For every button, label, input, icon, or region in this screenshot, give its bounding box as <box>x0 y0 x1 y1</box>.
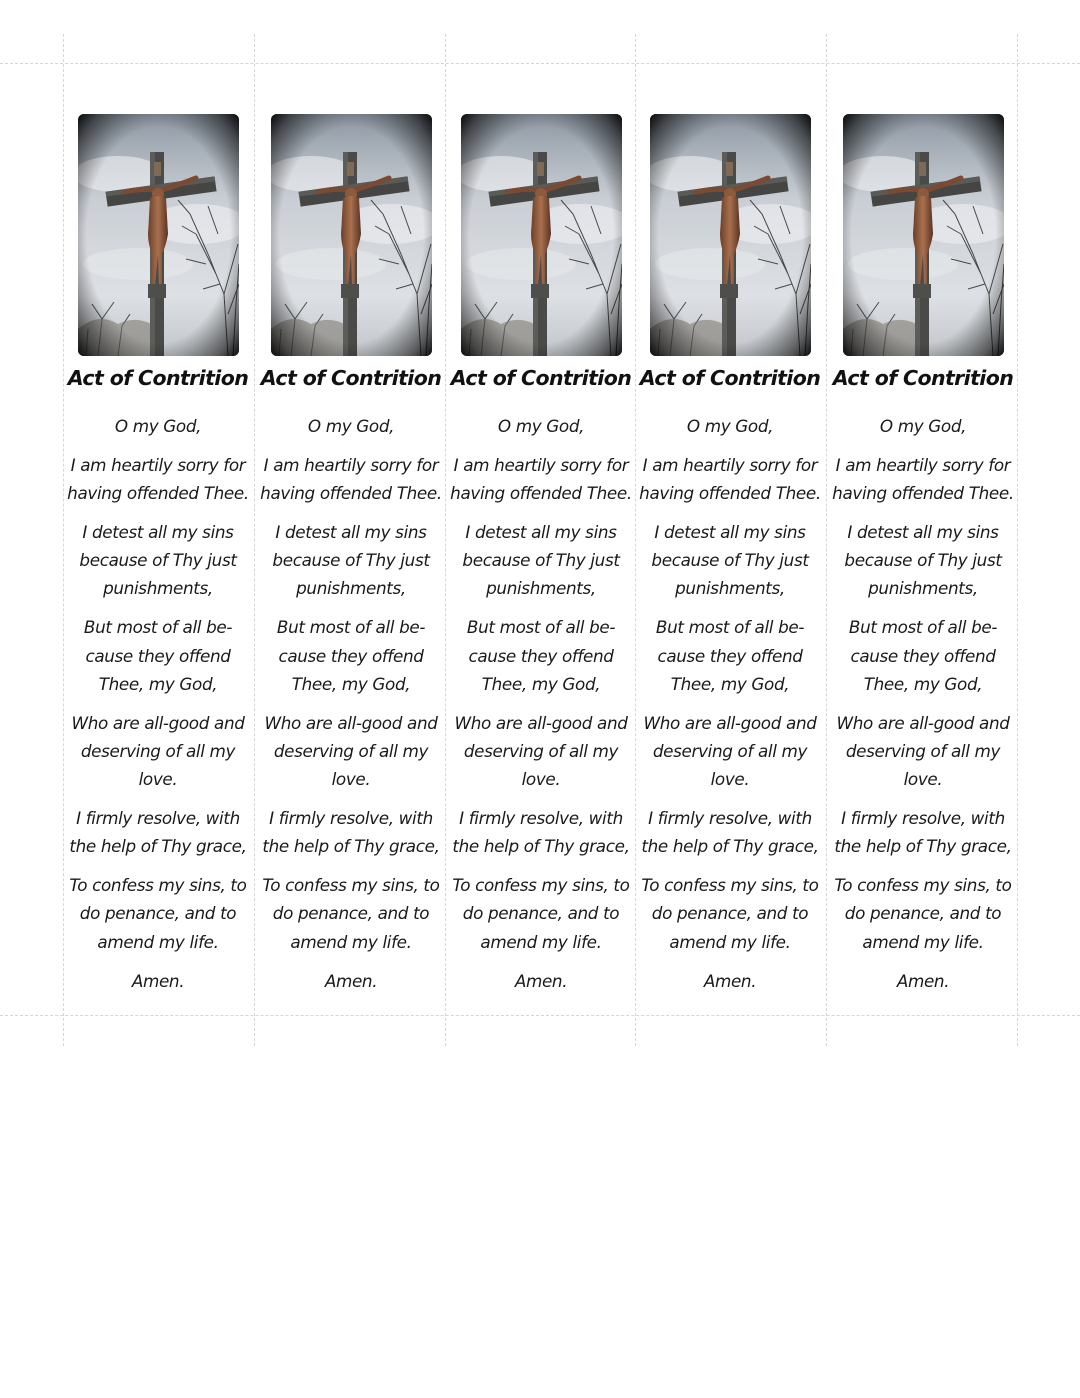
prayer-line: I detest all my sins <box>465 521 617 542</box>
prayer-line: O my God, <box>497 416 585 436</box>
prayer-line: Amen. <box>703 970 757 991</box>
prayer-line: I am heartily sorry for <box>642 454 818 475</box>
prayer-line: amend my life. <box>290 931 412 952</box>
prayer-line: deserving of all my <box>273 740 429 761</box>
prayer-line: I detest all my sins <box>847 521 999 542</box>
crucifix-photo-icon <box>78 114 239 356</box>
bookmark-title: Act of Contrition <box>639 366 821 390</box>
prayer-stanza <box>635 451 825 508</box>
prayer-line: To confess my sins, to <box>452 875 630 896</box>
cut-guide-bottom <box>0 1015 1080 1016</box>
prayer-line: deserving of all my <box>845 740 1001 761</box>
crucifix-photo-icon <box>843 114 1004 356</box>
prayer-stanza <box>446 709 636 794</box>
prayer-line: do penance, and to <box>651 903 809 924</box>
prayer-line: I detest all my sins <box>654 521 806 542</box>
prayer-line: amend my life. <box>669 931 791 952</box>
prayer-stanza <box>828 412 1018 440</box>
bookmark-title: Act of Contrition <box>67 366 249 390</box>
prayer-line: But most of all be- <box>276 617 426 638</box>
prayer-line: cause they offend <box>657 645 803 666</box>
prayer-line: I firmly resolve, with <box>76 808 240 829</box>
prayer-line: Thee, my God, <box>98 673 218 694</box>
bookmark <box>446 66 636 1014</box>
prayer-line: punishments, <box>296 578 406 599</box>
prayer-line: Who are all-good and <box>643 712 817 733</box>
prayer-line: having offended Thee. <box>639 483 821 504</box>
prayer-line: Amen. <box>896 970 950 991</box>
prayer-stanza <box>635 613 825 698</box>
prayer-stanza <box>256 518 446 603</box>
prayer-line: I firmly resolve, with <box>648 808 812 829</box>
prayer-stanza <box>828 967 1018 995</box>
prayer-line: punishments, <box>103 578 213 599</box>
prayer-stanza <box>256 451 446 508</box>
prayer-text <box>256 412 446 1005</box>
prayer-line: punishments, <box>486 578 596 599</box>
prayer-stanza <box>63 412 253 440</box>
prayer-line: having offended Thee. <box>260 483 442 504</box>
prayer-line: But most of all be- <box>466 617 616 638</box>
prayer-line: I am heartily sorry for <box>263 454 439 475</box>
prayer-line: deserving of all my <box>80 740 236 761</box>
prayer-line: because of Thy just <box>462 550 620 571</box>
prayer-line: because of Thy just <box>79 550 237 571</box>
prayer-line: having offended Thee. <box>832 483 1014 504</box>
cut-guide-vertical <box>826 34 827 1046</box>
prayer-line: do penance, and to <box>79 903 237 924</box>
prayer-line: amend my life. <box>97 931 219 952</box>
prayer-line: I detest all my sins <box>275 521 427 542</box>
prayer-stanza <box>828 613 1018 698</box>
prayer-stanza <box>63 613 253 698</box>
prayer-stanza <box>828 518 1018 603</box>
prayer-line: Who are all-good and <box>836 712 1010 733</box>
prayer-line: But most of all be- <box>655 617 805 638</box>
prayer-line: I am heartily sorry for <box>835 454 1011 475</box>
prayer-line: deserving of all my <box>463 740 619 761</box>
prayer-line: punishments, <box>868 578 978 599</box>
prayer-line: I firmly resolve, with <box>841 808 1005 829</box>
prayer-line: the help of Thy grace, <box>452 836 630 857</box>
prayer-text <box>446 412 636 1005</box>
prayer-stanza <box>635 518 825 603</box>
prayer-line: Thee, my God, <box>863 673 983 694</box>
prayer-stanza <box>63 804 253 861</box>
prayer-line: To confess my sins, to <box>641 875 819 896</box>
bookmark <box>63 66 253 1014</box>
prayer-line: the help of Thy grace, <box>69 836 247 857</box>
prayer-line: O my God, <box>114 416 202 436</box>
cut-guide-vertical <box>254 34 255 1046</box>
crucifix-photo-icon <box>271 114 432 356</box>
prayer-stanza <box>635 412 825 440</box>
prayer-line: But most of all be- <box>83 617 233 638</box>
prayer-line: But most of all be- <box>848 617 998 638</box>
prayer-stanza <box>63 709 253 794</box>
prayer-stanza <box>256 967 446 995</box>
prayer-line: love. <box>521 769 561 790</box>
prayer-stanza <box>256 412 446 440</box>
prayer-stanza <box>828 451 1018 508</box>
prayer-stanza <box>635 804 825 861</box>
prayer-line: because of Thy just <box>651 550 809 571</box>
prayer-stanza <box>63 967 253 995</box>
prayer-line: Thee, my God, <box>481 673 601 694</box>
prayer-stanza <box>63 871 253 956</box>
prayer-text <box>635 412 825 1005</box>
cut-guide-top <box>0 63 1080 64</box>
prayer-line: love. <box>138 769 178 790</box>
prayer-stanza <box>256 804 446 861</box>
prayer-stanza <box>446 412 636 440</box>
prayer-line: To confess my sins, to <box>834 875 1012 896</box>
prayer-line: O my God, <box>879 416 967 436</box>
prayer-line: punishments, <box>675 578 785 599</box>
prayer-line: love. <box>710 769 750 790</box>
prayer-stanza <box>446 804 636 861</box>
bookmark <box>256 66 446 1014</box>
prayer-line: Amen. <box>514 970 568 991</box>
prayer-line: amend my life. <box>480 931 602 952</box>
prayer-line: cause they offend <box>85 645 231 666</box>
bookmark-title: Act of Contrition <box>832 366 1014 390</box>
prayer-line: Who are all-good and <box>71 712 245 733</box>
prayer-line: do penance, and to <box>462 903 620 924</box>
prayer-text <box>63 412 253 1005</box>
prayer-line: cause they offend <box>278 645 424 666</box>
prayer-line: because of Thy just <box>844 550 1002 571</box>
prayer-line: amend my life. <box>862 931 984 952</box>
prayer-line: the help of Thy grace, <box>641 836 819 857</box>
prayer-stanza <box>828 709 1018 794</box>
prayer-line: having offended Thee. <box>450 483 632 504</box>
prayer-line: I detest all my sins <box>82 521 234 542</box>
prayer-stanza <box>446 451 636 508</box>
prayer-line: do penance, and to <box>272 903 430 924</box>
prayer-stanza <box>256 871 446 956</box>
prayer-stanza <box>635 709 825 794</box>
prayer-stanza <box>256 613 446 698</box>
prayer-line: O my God, <box>307 416 395 436</box>
crucifix-photo-icon <box>650 114 811 356</box>
prayer-line: Who are all-good and <box>264 712 438 733</box>
prayer-line: because of Thy just <box>272 550 430 571</box>
prayer-line: Amen. <box>324 970 378 991</box>
prayer-stanza <box>446 967 636 995</box>
prayer-stanza <box>828 871 1018 956</box>
prayer-line: having offended Thee. <box>67 483 249 504</box>
prayer-line: I am heartily sorry for <box>70 454 246 475</box>
prayer-stanza <box>828 804 1018 861</box>
prayer-text <box>828 412 1018 1005</box>
prayer-stanza <box>256 709 446 794</box>
prayer-line: love. <box>903 769 943 790</box>
prayer-stanza <box>446 613 636 698</box>
prayer-line: do penance, and to <box>844 903 1002 924</box>
prayer-line: To confess my sins, to <box>69 875 247 896</box>
prayer-line: I firmly resolve, with <box>459 808 623 829</box>
prayer-stanza <box>63 518 253 603</box>
prayer-line: I firmly resolve, with <box>269 808 433 829</box>
bookmark <box>635 66 825 1014</box>
prayer-line: the help of Thy grace, <box>834 836 1012 857</box>
crucifix-photo-icon <box>461 114 622 356</box>
bookmark-title: Act of Contrition <box>260 366 442 390</box>
prayer-line: cause they offend <box>468 645 614 666</box>
prayer-stanza <box>635 871 825 956</box>
prayer-line: I am heartily sorry for <box>453 454 629 475</box>
prayer-line: the help of Thy grace, <box>262 836 440 857</box>
prayer-line: Who are all-good and <box>454 712 628 733</box>
prayer-stanza <box>635 967 825 995</box>
prayer-line: deserving of all my <box>652 740 808 761</box>
prayer-line: Thee, my God, <box>291 673 411 694</box>
bookmark-title: Act of Contrition <box>450 366 632 390</box>
prayer-line: love. <box>331 769 371 790</box>
prayer-stanza <box>63 451 253 508</box>
prayer-line: cause they offend <box>850 645 996 666</box>
bookmark <box>828 66 1018 1014</box>
prayer-line: Amen. <box>131 970 185 991</box>
prayer-line: To confess my sins, to <box>262 875 440 896</box>
prayer-line: O my God, <box>686 416 774 436</box>
prayer-stanza <box>446 518 636 603</box>
prayer-line: Thee, my God, <box>670 673 790 694</box>
prayer-stanza <box>446 871 636 956</box>
